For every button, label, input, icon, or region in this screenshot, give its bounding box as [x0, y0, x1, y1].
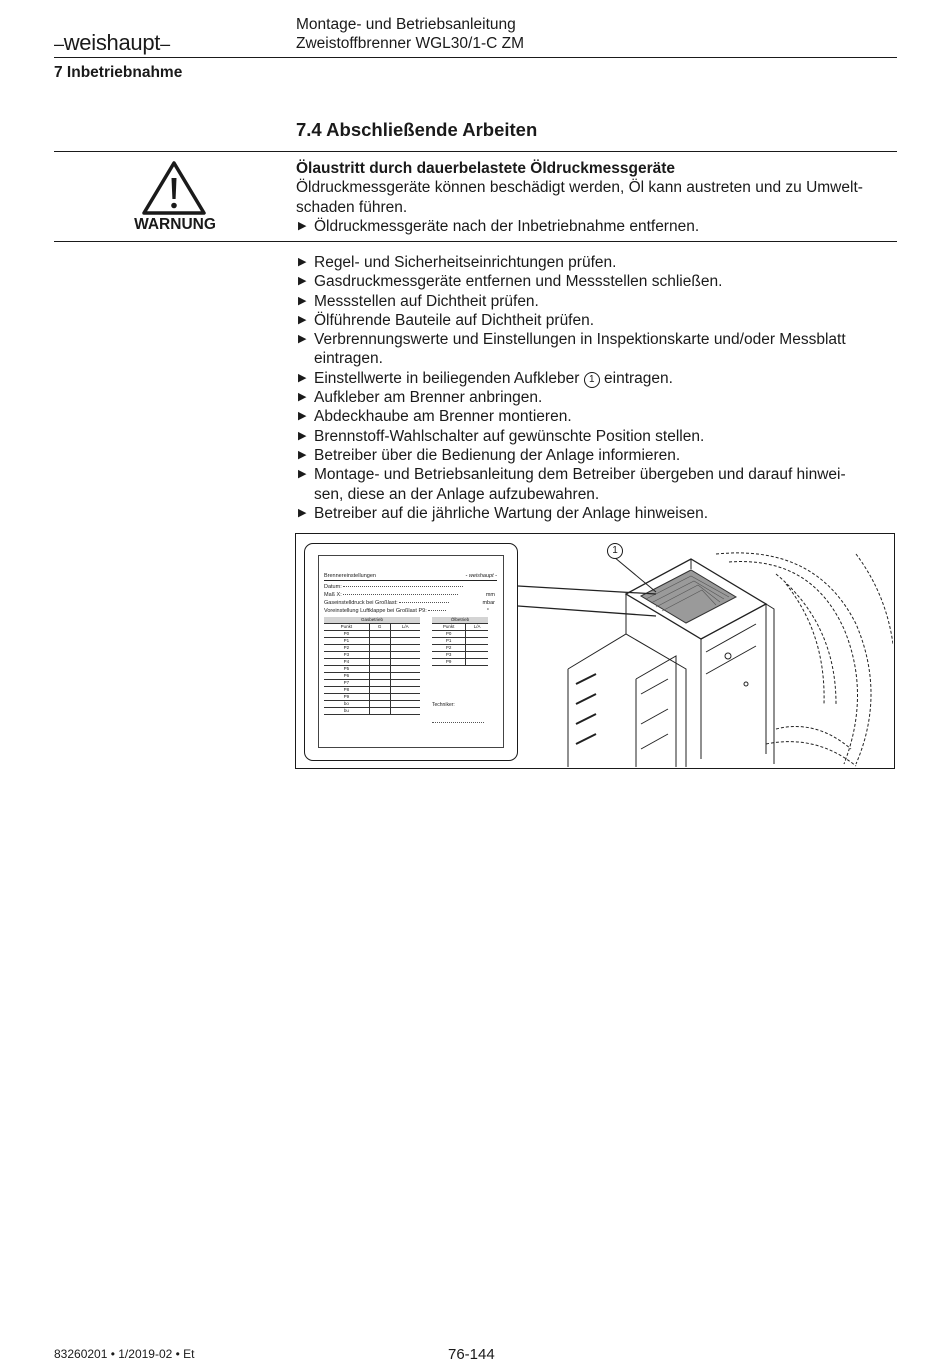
- gas-table-row: bo: [324, 701, 369, 708]
- card-unit-mm: mm: [485, 592, 495, 598]
- step-item: ▶ Regel- und Sicherheitseinrichtungen prüfen.: [298, 254, 617, 271]
- bullet-arrow-icon: ▶: [298, 313, 307, 326]
- section-title: 7.4 Abschließende Arbeiten: [296, 119, 538, 140]
- gas-table-row: P1: [324, 638, 369, 645]
- sticker-card: [304, 543, 518, 761]
- gas-table-row: P5: [324, 666, 369, 673]
- oil-table-row: P9: [432, 659, 466, 666]
- gas-table-row: P9: [324, 694, 369, 701]
- oil-table-row: P3: [432, 652, 466, 659]
- gas-table-row: P8: [324, 687, 369, 694]
- gas-table-header: L/A: [390, 624, 420, 631]
- gas-table-header: G: [369, 624, 390, 631]
- footer-page-number: 76-144: [448, 1346, 495, 1363]
- card-field-datum: Datum:: [324, 584, 463, 591]
- oil-operation-table: [432, 617, 488, 666]
- warning-top-rule: [54, 151, 897, 152]
- warning-label: WARNUNG: [134, 216, 216, 233]
- bullet-arrow-icon: ▶: [298, 371, 307, 384]
- warning-heading: Ölaustritt durch dauerbelastete Öldruckmessgeräte: [296, 160, 676, 177]
- warning-body: [296, 178, 896, 217]
- gas-table-header: Punkt: [324, 624, 369, 631]
- card-field-air-damper: Voreinstellung Luftklappe bei Großlast P9:: [324, 608, 446, 615]
- header-divider: [54, 57, 897, 58]
- warning-bottom-rule: [54, 241, 897, 242]
- card-brand: - weishaupt -: [465, 573, 497, 579]
- bullet-arrow-icon: ▶: [298, 219, 307, 232]
- steps-list: [296, 253, 896, 523]
- oil-table-header: L/A: [466, 624, 488, 631]
- callout-1-label: 1: [607, 543, 623, 559]
- document-title-line-2: Zweistoffbrenner WGL30/1-C ZM: [296, 35, 524, 52]
- document-title: [296, 15, 524, 53]
- bullet-arrow-icon: ▶: [298, 256, 307, 268]
- oil-table-title: Ölbetrieb: [432, 617, 488, 624]
- step-item: ▶ Gasdruckmessgeräte entfernen und Messstellen schließen.: [298, 273, 723, 291]
- step-item: ▶ Messstellen auf Dichtheit prüfen.: [298, 292, 539, 310]
- bullet-arrow-icon: ▶: [298, 333, 307, 346]
- callout-marker-1: 1: [584, 372, 600, 388]
- gas-table-row: P6: [324, 673, 369, 680]
- weishaupt-logo: –weishaupt–: [54, 30, 170, 55]
- gas-table-row: P4: [324, 659, 369, 666]
- gas-table-row: P7: [324, 680, 369, 687]
- step-item: ▶ Verbrennungswerte und Einstellungen in Inspektionskarte und/oder Messblatt eintragen.: [298, 331, 846, 368]
- card-field-gas-pressure: Gaseinstelldruck bei Großlast:: [324, 600, 449, 607]
- document-title-line-1: Montage- und Betriebsanleitung: [296, 16, 516, 33]
- footer-doc-code: 83260201 • 1/2019-02 • Et: [54, 1347, 195, 1361]
- bullet-arrow-icon: ▶: [298, 410, 307, 423]
- step-item: ▶ Betreiber über die Bedienung der Anlage informieren.: [298, 446, 681, 464]
- oil-table-row: P2: [432, 645, 466, 652]
- sticker-card-form: [318, 555, 504, 748]
- step-item: ▶ Abdeckhaube am Brenner montieren.: [298, 408, 572, 426]
- card-unit-mbar: mbar: [482, 600, 495, 606]
- step-item: ▶ Aufkleber am Brenner anbringen.: [298, 389, 543, 407]
- bullet-arrow-icon: ▶: [298, 294, 307, 307]
- sticker-figure: [295, 533, 895, 769]
- warning-body-line-2: schaden führen.: [296, 198, 408, 216]
- gas-table-row: P3: [324, 652, 369, 659]
- chapter-heading: 7 Inbetriebnahme: [54, 64, 183, 81]
- gas-table-title: Gasbetrieb: [324, 617, 420, 624]
- bullet-arrow-icon: ▶: [298, 468, 307, 481]
- gas-table-row: bu: [324, 708, 369, 715]
- step-item: ▶ Einstellwerte in beiliegenden Aufkleber 1 eintragen.: [298, 369, 673, 387]
- oil-table-row: P1: [432, 638, 466, 645]
- bullet-arrow-icon: ▶: [298, 391, 307, 404]
- step-item: ▶ Betreiber auf die jährliche Wartung der Anlage hinweisen.: [298, 504, 709, 522]
- bullet-arrow-icon: ▶: [298, 429, 307, 442]
- technician-signature-line: [432, 722, 484, 723]
- warning-triangle-icon: [141, 160, 207, 216]
- bullet-arrow-icon: ▶: [298, 275, 307, 288]
- bullet-arrow-icon: ▶: [298, 506, 307, 519]
- warning-action-item: ▶ Öldruckmessgeräte nach der Inbetriebnahme entfernen.: [298, 217, 700, 235]
- warning-action-list: [296, 217, 896, 236]
- bullet-arrow-icon: ▶: [298, 448, 307, 461]
- card-field-mass-x: Maß X:: [324, 592, 458, 599]
- steps-list-container: [296, 253, 896, 523]
- oil-table-header: Punkt: [432, 624, 466, 631]
- card-unit-degree: °: [486, 608, 489, 614]
- gas-table-row: P0: [324, 631, 369, 638]
- gas-table-row: P2: [324, 645, 369, 652]
- oil-table-row: P0: [432, 631, 466, 638]
- step-item: ▶ Ölführende Bauteile auf Dichtheit prüfen.: [298, 311, 595, 329]
- card-title: Brennereinstellungen: [324, 573, 376, 579]
- technician-label: Techniker:: [432, 702, 455, 708]
- step-item: ▶ Brennstoff-Wahlschalter auf gewünschte Position stellen.: [298, 427, 705, 445]
- warning-body-line-1: Öldruckmessgeräte können beschädigt werden, Öl kann austreten und zu Umwelt-: [296, 179, 863, 197]
- card-title-rule: [324, 580, 497, 581]
- gas-operation-table: [324, 617, 420, 715]
- step-item: ▶ Montage- und Betriebsanleitung dem Betreiber übergeben und darauf hinwei- sen, diese an der Anlage aufzubewahren.: [298, 466, 846, 503]
- warning-text: [296, 159, 896, 236]
